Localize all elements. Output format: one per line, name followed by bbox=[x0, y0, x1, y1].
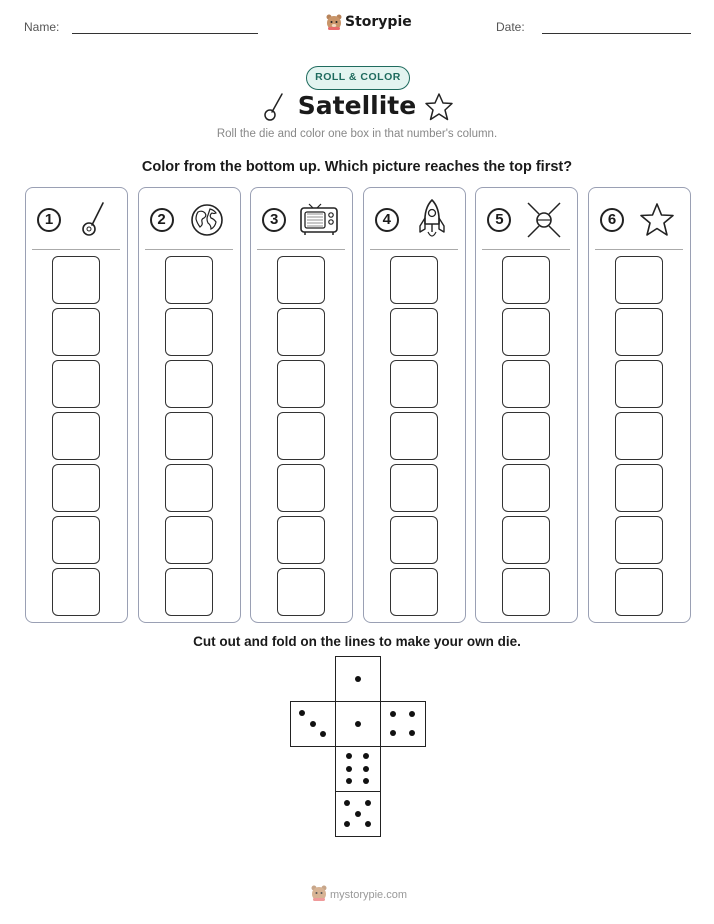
column-number: 5 bbox=[487, 208, 511, 232]
color-box[interactable] bbox=[165, 412, 213, 460]
color-box[interactable] bbox=[165, 516, 213, 564]
color-box[interactable] bbox=[615, 308, 663, 356]
subtitle: Roll the die and color one box in that number's column. bbox=[216, 128, 498, 140]
color-box[interactable] bbox=[502, 308, 550, 356]
color-box[interactable] bbox=[277, 568, 325, 616]
color-box[interactable] bbox=[615, 412, 663, 460]
die-pip bbox=[363, 778, 369, 784]
color-box[interactable] bbox=[52, 464, 100, 512]
footer-url[interactable]: mystorypie.com bbox=[330, 889, 408, 901]
color-box[interactable] bbox=[277, 464, 325, 512]
die-face-1 bbox=[335, 701, 381, 747]
color-box[interactable] bbox=[52, 360, 100, 408]
color-box[interactable] bbox=[502, 464, 550, 512]
column-divider bbox=[32, 249, 120, 250]
date-label: Date: bbox=[496, 20, 525, 34]
column-1 bbox=[25, 187, 128, 623]
die-pip bbox=[344, 821, 350, 827]
die-face-1 bbox=[335, 656, 381, 702]
storypie-logo-icon bbox=[325, 13, 343, 31]
satellite-dish-icon bbox=[262, 92, 286, 122]
column-number: 3 bbox=[262, 208, 286, 232]
die-face-6 bbox=[335, 746, 381, 792]
die-pip bbox=[346, 753, 352, 759]
die-pip bbox=[320, 731, 326, 737]
column-number: 1 bbox=[37, 208, 61, 232]
color-box[interactable] bbox=[390, 516, 438, 564]
column-6 bbox=[588, 187, 691, 623]
column-3 bbox=[250, 187, 353, 623]
color-box[interactable] bbox=[277, 516, 325, 564]
die-pip bbox=[355, 676, 361, 682]
die-pip bbox=[409, 711, 415, 717]
die-instruction: Cut out and fold on the lines to make your own die. bbox=[193, 634, 521, 649]
color-box[interactable] bbox=[390, 464, 438, 512]
name-label: Name: bbox=[24, 20, 60, 34]
color-box[interactable] bbox=[52, 256, 100, 304]
die-pip bbox=[363, 766, 369, 772]
color-box[interactable] bbox=[502, 568, 550, 616]
die-pip bbox=[355, 721, 361, 727]
die-face-4 bbox=[380, 701, 426, 747]
die-pip bbox=[363, 753, 369, 759]
color-box[interactable] bbox=[390, 256, 438, 304]
column-divider bbox=[482, 249, 570, 250]
earth-globe-icon bbox=[183, 196, 231, 244]
column-number: 2 bbox=[150, 208, 174, 232]
die-pip bbox=[344, 800, 350, 806]
die-face-3 bbox=[290, 701, 336, 747]
color-box[interactable] bbox=[390, 308, 438, 356]
die-pip bbox=[346, 766, 352, 772]
die-pip bbox=[346, 778, 352, 784]
color-box[interactable] bbox=[502, 516, 550, 564]
color-box[interactable] bbox=[52, 412, 100, 460]
storypie-footer-logo-icon bbox=[310, 884, 328, 902]
instruction: Color from the bottom up. Which picture reaches the top first? bbox=[141, 159, 573, 175]
date-line[interactable] bbox=[542, 33, 691, 34]
color-box[interactable] bbox=[615, 256, 663, 304]
color-box[interactable] bbox=[390, 360, 438, 408]
color-box[interactable] bbox=[165, 568, 213, 616]
color-box[interactable] bbox=[277, 360, 325, 408]
column-number: 4 bbox=[375, 208, 399, 232]
color-box[interactable] bbox=[390, 568, 438, 616]
color-box[interactable] bbox=[277, 308, 325, 356]
die-pip bbox=[365, 821, 371, 827]
column-5 bbox=[475, 187, 578, 623]
color-box[interactable] bbox=[615, 516, 663, 564]
brand-name: Storypie bbox=[345, 14, 412, 30]
star-icon bbox=[633, 196, 681, 244]
color-box[interactable] bbox=[165, 360, 213, 408]
rocket-icon bbox=[408, 196, 456, 244]
satellite-dish-icon bbox=[70, 196, 118, 244]
color-box[interactable] bbox=[165, 256, 213, 304]
color-box[interactable] bbox=[390, 412, 438, 460]
column-divider bbox=[257, 249, 345, 250]
color-box[interactable] bbox=[277, 412, 325, 460]
column-number: 6 bbox=[600, 208, 624, 232]
star-icon bbox=[424, 92, 454, 122]
color-box[interactable] bbox=[165, 464, 213, 512]
die-face-5 bbox=[335, 791, 381, 837]
retro-tv-icon bbox=[295, 196, 343, 244]
color-box[interactable] bbox=[502, 256, 550, 304]
color-box[interactable] bbox=[615, 464, 663, 512]
color-box[interactable] bbox=[502, 412, 550, 460]
color-box[interactable] bbox=[615, 568, 663, 616]
roll-color-badge: ROLL & COLOR bbox=[306, 66, 410, 90]
color-box[interactable] bbox=[52, 568, 100, 616]
die-pip bbox=[310, 721, 316, 727]
page-title: Satellite bbox=[297, 91, 417, 120]
satellite-icon bbox=[520, 196, 568, 244]
color-box[interactable] bbox=[502, 360, 550, 408]
column-2 bbox=[138, 187, 241, 623]
color-box[interactable] bbox=[52, 308, 100, 356]
column-divider bbox=[370, 249, 458, 250]
die-pip bbox=[390, 730, 396, 736]
name-line[interactable] bbox=[72, 33, 258, 34]
column-4 bbox=[363, 187, 466, 623]
die-pip bbox=[390, 711, 396, 717]
die-pip bbox=[409, 730, 415, 736]
color-box[interactable] bbox=[615, 360, 663, 408]
die-pip bbox=[299, 710, 305, 716]
color-box[interactable] bbox=[52, 516, 100, 564]
die-pip bbox=[365, 800, 371, 806]
die-pip bbox=[355, 811, 361, 817]
column-divider bbox=[145, 249, 233, 250]
color-box[interactable] bbox=[165, 308, 213, 356]
column-divider bbox=[595, 249, 683, 250]
color-box[interactable] bbox=[277, 256, 325, 304]
